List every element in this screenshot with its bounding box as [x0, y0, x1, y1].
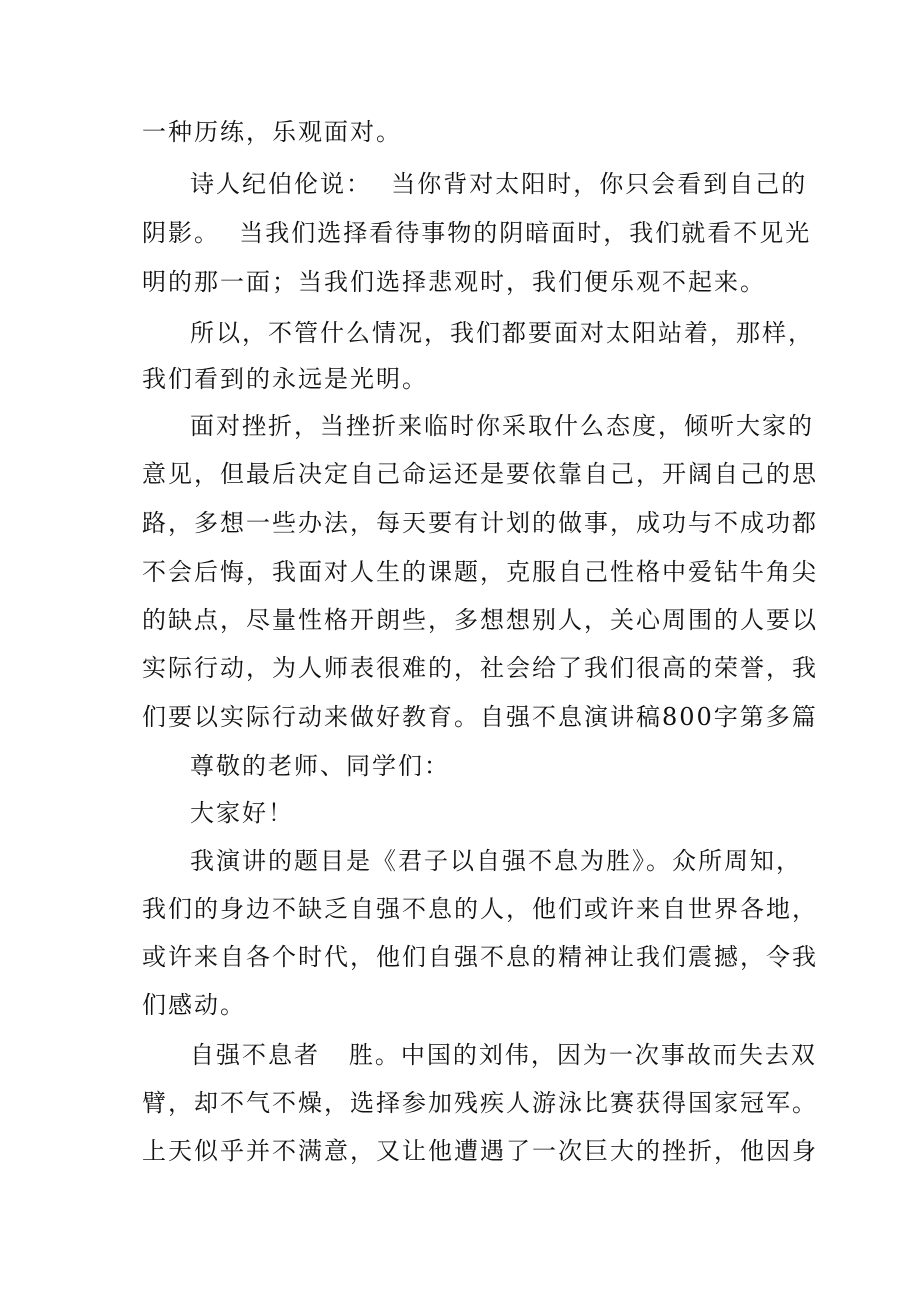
text-line-12: 实际行动，为人师表很难的，社会给了我们很高的荣誉，我 — [142, 654, 818, 682]
text-line-7: 面对挫折，当挫折来临时你采取什么态度，倾听大家的 — [190, 412, 814, 440]
text-line-2: 诗人纪伯伦说： 当你背对太阳时，你只会看到自己的 — [190, 170, 808, 198]
text-line-1: 一种历练，乐观面对。 — [142, 118, 402, 146]
text-line-5: 所以，不管什么情况，我们都要面对太阳站着，那样， — [190, 319, 814, 347]
text-line-10: 不会后悔，我面对人生的课题，克服自己性格中爱钻牛角尖 — [142, 558, 818, 586]
text-line-21: 臂，却不气不燥，选择参加残疾人游泳比赛获得国家冠军。 — [142, 1089, 818, 1117]
text-line-6: 我们看到的永远是光明。 — [142, 365, 428, 393]
text-line-20: 自强不息者 胜。中国的刘伟，因为一次事故而失去双 — [190, 1041, 817, 1069]
text-line-8: 意见，但最后决定自己命运还是要依靠自己，开阔自己的思 — [142, 460, 818, 488]
text-line-15: 大家好！ — [190, 799, 294, 827]
text-line-4: 明的那一面；当我们选择悲观时，我们便乐观不起来。 — [142, 268, 766, 296]
text-line-11: 的缺点，尽量性格开朗些，多想想别人，关心周围的人要以 — [142, 606, 818, 634]
text-line-14: 尊敬的老师、同学们： — [190, 752, 450, 780]
text-line-17: 我们的身边不缺乏自强不息的人，他们或许来自世界各地， — [142, 895, 818, 923]
text-line-18: 或许来自各个时代，他们自强不息的精神让我们震撼，令我 — [142, 943, 818, 971]
text-line-16: 我演讲的题目是《君子以自强不息为胜》。众所周知， — [190, 847, 802, 875]
text-line-19: 们感动。 — [142, 991, 246, 1019]
text-line-13: 们要以实际行动来做好教育。自强不息演讲稿800字第多篇 — [142, 703, 818, 731]
text-line-22: 上天似乎并不满意，又让他遭遇了一次巨大的挫折，他因身 — [142, 1137, 818, 1165]
text-line-9: 路，多想一些办法，每天要有计划的做事，成功与不成功都 — [142, 509, 818, 537]
text-line-3: 阴影。 当我们选择看待事物的阴暗面时，我们就看不见光 — [142, 219, 812, 247]
